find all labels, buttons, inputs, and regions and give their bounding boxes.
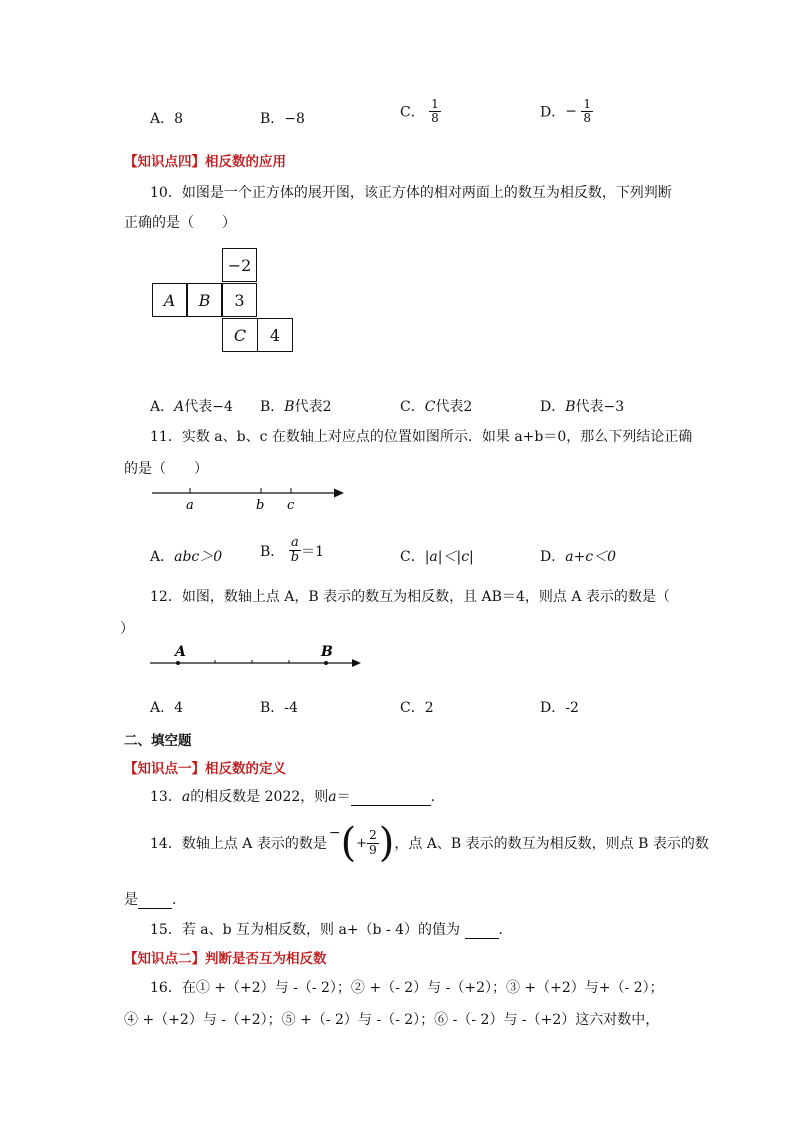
q10-stem-line2: 正确的是（ ） — [124, 215, 236, 231]
option-letter: C． — [400, 549, 425, 565]
q11-number-line — [150, 482, 350, 516]
q12-option-a — [150, 697, 183, 717]
q9-option-c — [400, 98, 441, 125]
fraction-denominator: 8 — [431, 111, 439, 126]
answer-blank[interactable] — [351, 789, 431, 806]
axis-label-c: c — [287, 498, 295, 513]
q14-expression — [340, 820, 395, 866]
option-letter: B． — [260, 543, 285, 560]
q13-prefix: 13． — [150, 789, 182, 805]
q14-stem-line2 — [124, 889, 176, 909]
q9-option-d — [540, 98, 593, 125]
q10-stem-line1: 10．如图是一个正方体的展开图，该正方体的相对两面上的数互为相反数，下列判断 — [150, 185, 672, 201]
option-value: 8 — [174, 111, 184, 127]
answer-blank[interactable] — [138, 892, 172, 909]
net-cell-right: 4 — [257, 318, 293, 352]
fraction-numerator: 1 — [583, 97, 592, 111]
section-heading-1: 【知识点一】相反数的定义 — [124, 761, 286, 777]
option-value: 4 — [174, 700, 184, 716]
option-letter: D． — [540, 399, 566, 415]
axis-label-b: b — [256, 498, 265, 513]
option-text: 代表−3 — [575, 399, 625, 415]
q14-suffix: ，点 A、B 表示的数互为相反数，则点 B 表示的数 — [394, 836, 709, 852]
q12-option-d — [540, 697, 579, 717]
axis-label-a: a — [186, 498, 194, 513]
option-variable: C — [424, 399, 436, 415]
q13-equals: ＝ — [336, 789, 351, 805]
option-letter: A． — [150, 111, 175, 127]
axis-label-b: B — [321, 644, 333, 660]
net-cell-b: B — [187, 283, 222, 317]
q13-end: . — [430, 789, 436, 805]
option-tail: ＝1 — [301, 543, 324, 560]
net-cell-c: C — [222, 318, 258, 352]
answer-blank[interactable] — [465, 922, 499, 939]
q12-option-c — [400, 697, 434, 717]
option-text: 代表2 — [294, 399, 332, 415]
part-heading: 二、填空题 — [124, 733, 192, 749]
point-b — [324, 661, 328, 665]
q14-end: . — [172, 892, 177, 908]
option-letter: B． — [260, 399, 285, 415]
q12-stem-line1: 12．如图，数轴上点 A，B 表示的数互为相反数，且 AB＝4，则点 A 表示的数是（ — [150, 589, 670, 605]
fraction-numerator: 2 — [369, 828, 377, 843]
q12-option-b — [260, 697, 298, 717]
axis-label-a: A — [175, 644, 186, 660]
option-letter: D． — [540, 549, 566, 565]
option-letter: A． — [150, 399, 175, 415]
fraction — [289, 536, 301, 566]
q14-line2: 是 — [124, 892, 138, 908]
left-paren-icon: ( — [340, 820, 357, 866]
q14-prefix: 14．数轴上点 A 表示的数是 — [150, 836, 327, 852]
option-text: |a|＜|c| — [424, 549, 474, 565]
option-letter: C． — [400, 700, 425, 716]
option-letter: B． — [260, 700, 285, 716]
option-value: -2 — [565, 700, 579, 716]
option-letter: C． — [400, 399, 425, 415]
q16-line1: 16．在① +（+2）与 -（- 2）；② +（- 2）与 -（+2）；③ +（+2）与+（- 2）； — [150, 980, 664, 996]
option-value: −8 — [284, 111, 305, 127]
q12-stem-line2: ） — [120, 621, 134, 637]
q14-stem-line1 — [150, 817, 709, 869]
option-text: abc＞0 — [174, 549, 223, 565]
fraction-numerator: 1 — [431, 97, 439, 111]
fraction-denominator: 8 — [583, 111, 592, 126]
q15-end: . — [498, 922, 503, 938]
option-text: a+c＜0 — [565, 549, 617, 565]
q14-minus: − — [328, 825, 341, 841]
fraction-numerator: a — [289, 536, 301, 551]
option-variable: A — [174, 399, 185, 415]
option-variable: B — [284, 399, 295, 415]
q11-option-a — [150, 546, 222, 566]
q10-option-d — [540, 396, 624, 416]
q10-option-b — [260, 396, 332, 416]
option-letter: D． — [540, 104, 566, 121]
net-cell-a: A — [152, 283, 187, 317]
point-a — [176, 661, 180, 665]
q13-text: 的相反数是 2022，则 — [190, 789, 329, 805]
right-paren-icon: ) — [378, 820, 395, 866]
q13-variable: a — [328, 789, 337, 805]
option-sign: − — [565, 103, 577, 120]
option-letter: B． — [260, 111, 285, 127]
q15-stem — [150, 919, 503, 939]
option-value: 2 — [424, 700, 434, 716]
q10-option-c — [400, 396, 472, 416]
option-text: 代表2 — [435, 399, 473, 415]
option-letter: A． — [150, 700, 175, 716]
q11-stem-line1: 11．实数 a、b、c 在数轴上对应点的位置如图所示．如果 a+b＝0，那么下列结论正确 — [150, 429, 693, 445]
net-cell-middle: 3 — [222, 283, 257, 317]
option-variable: B — [565, 399, 576, 415]
section-heading-4: 【知识点四】相反数的应用 — [124, 154, 286, 170]
q15-text: 15．若 a、b 互为相反数，则 a+（b - 4）的值为 — [150, 922, 461, 938]
q12-number-line — [148, 640, 368, 672]
q11-stem-line2: 的是（ ） — [124, 461, 208, 477]
q9-option-b — [260, 108, 305, 128]
net-cell-top: −2 — [222, 248, 257, 282]
fraction — [367, 829, 379, 856]
fraction-denominator: 9 — [369, 842, 377, 857]
q16-line2: ④ +（+2）与 -（+2）；⑤ +（- 2）与 -（- 2）；⑥ -（- 2）与 -（+2）这六对数中， — [124, 1012, 660, 1028]
option-letter: D． — [540, 700, 566, 716]
q13-stem — [150, 786, 435, 806]
q10-option-a — [150, 396, 233, 416]
q13-variable: a — [181, 789, 191, 805]
option-text: 代表−4 — [184, 399, 233, 415]
fraction — [429, 98, 441, 125]
option-value: -4 — [284, 700, 298, 716]
fraction — [581, 98, 593, 125]
q11-option-d — [540, 546, 616, 566]
fraction-denominator: b — [290, 550, 300, 566]
q14-plus: + — [356, 835, 368, 851]
q9-option-a — [150, 108, 183, 128]
axis-arrow-icon — [352, 659, 361, 667]
section-heading-2: 【知识点二】判断是否互为相反数 — [124, 951, 327, 967]
option-letter: A． — [150, 549, 175, 565]
q11-option-b — [260, 536, 324, 566]
q11-option-c — [400, 546, 474, 566]
option-letter: C． — [400, 104, 425, 121]
axis-arrow-icon — [334, 489, 344, 498]
